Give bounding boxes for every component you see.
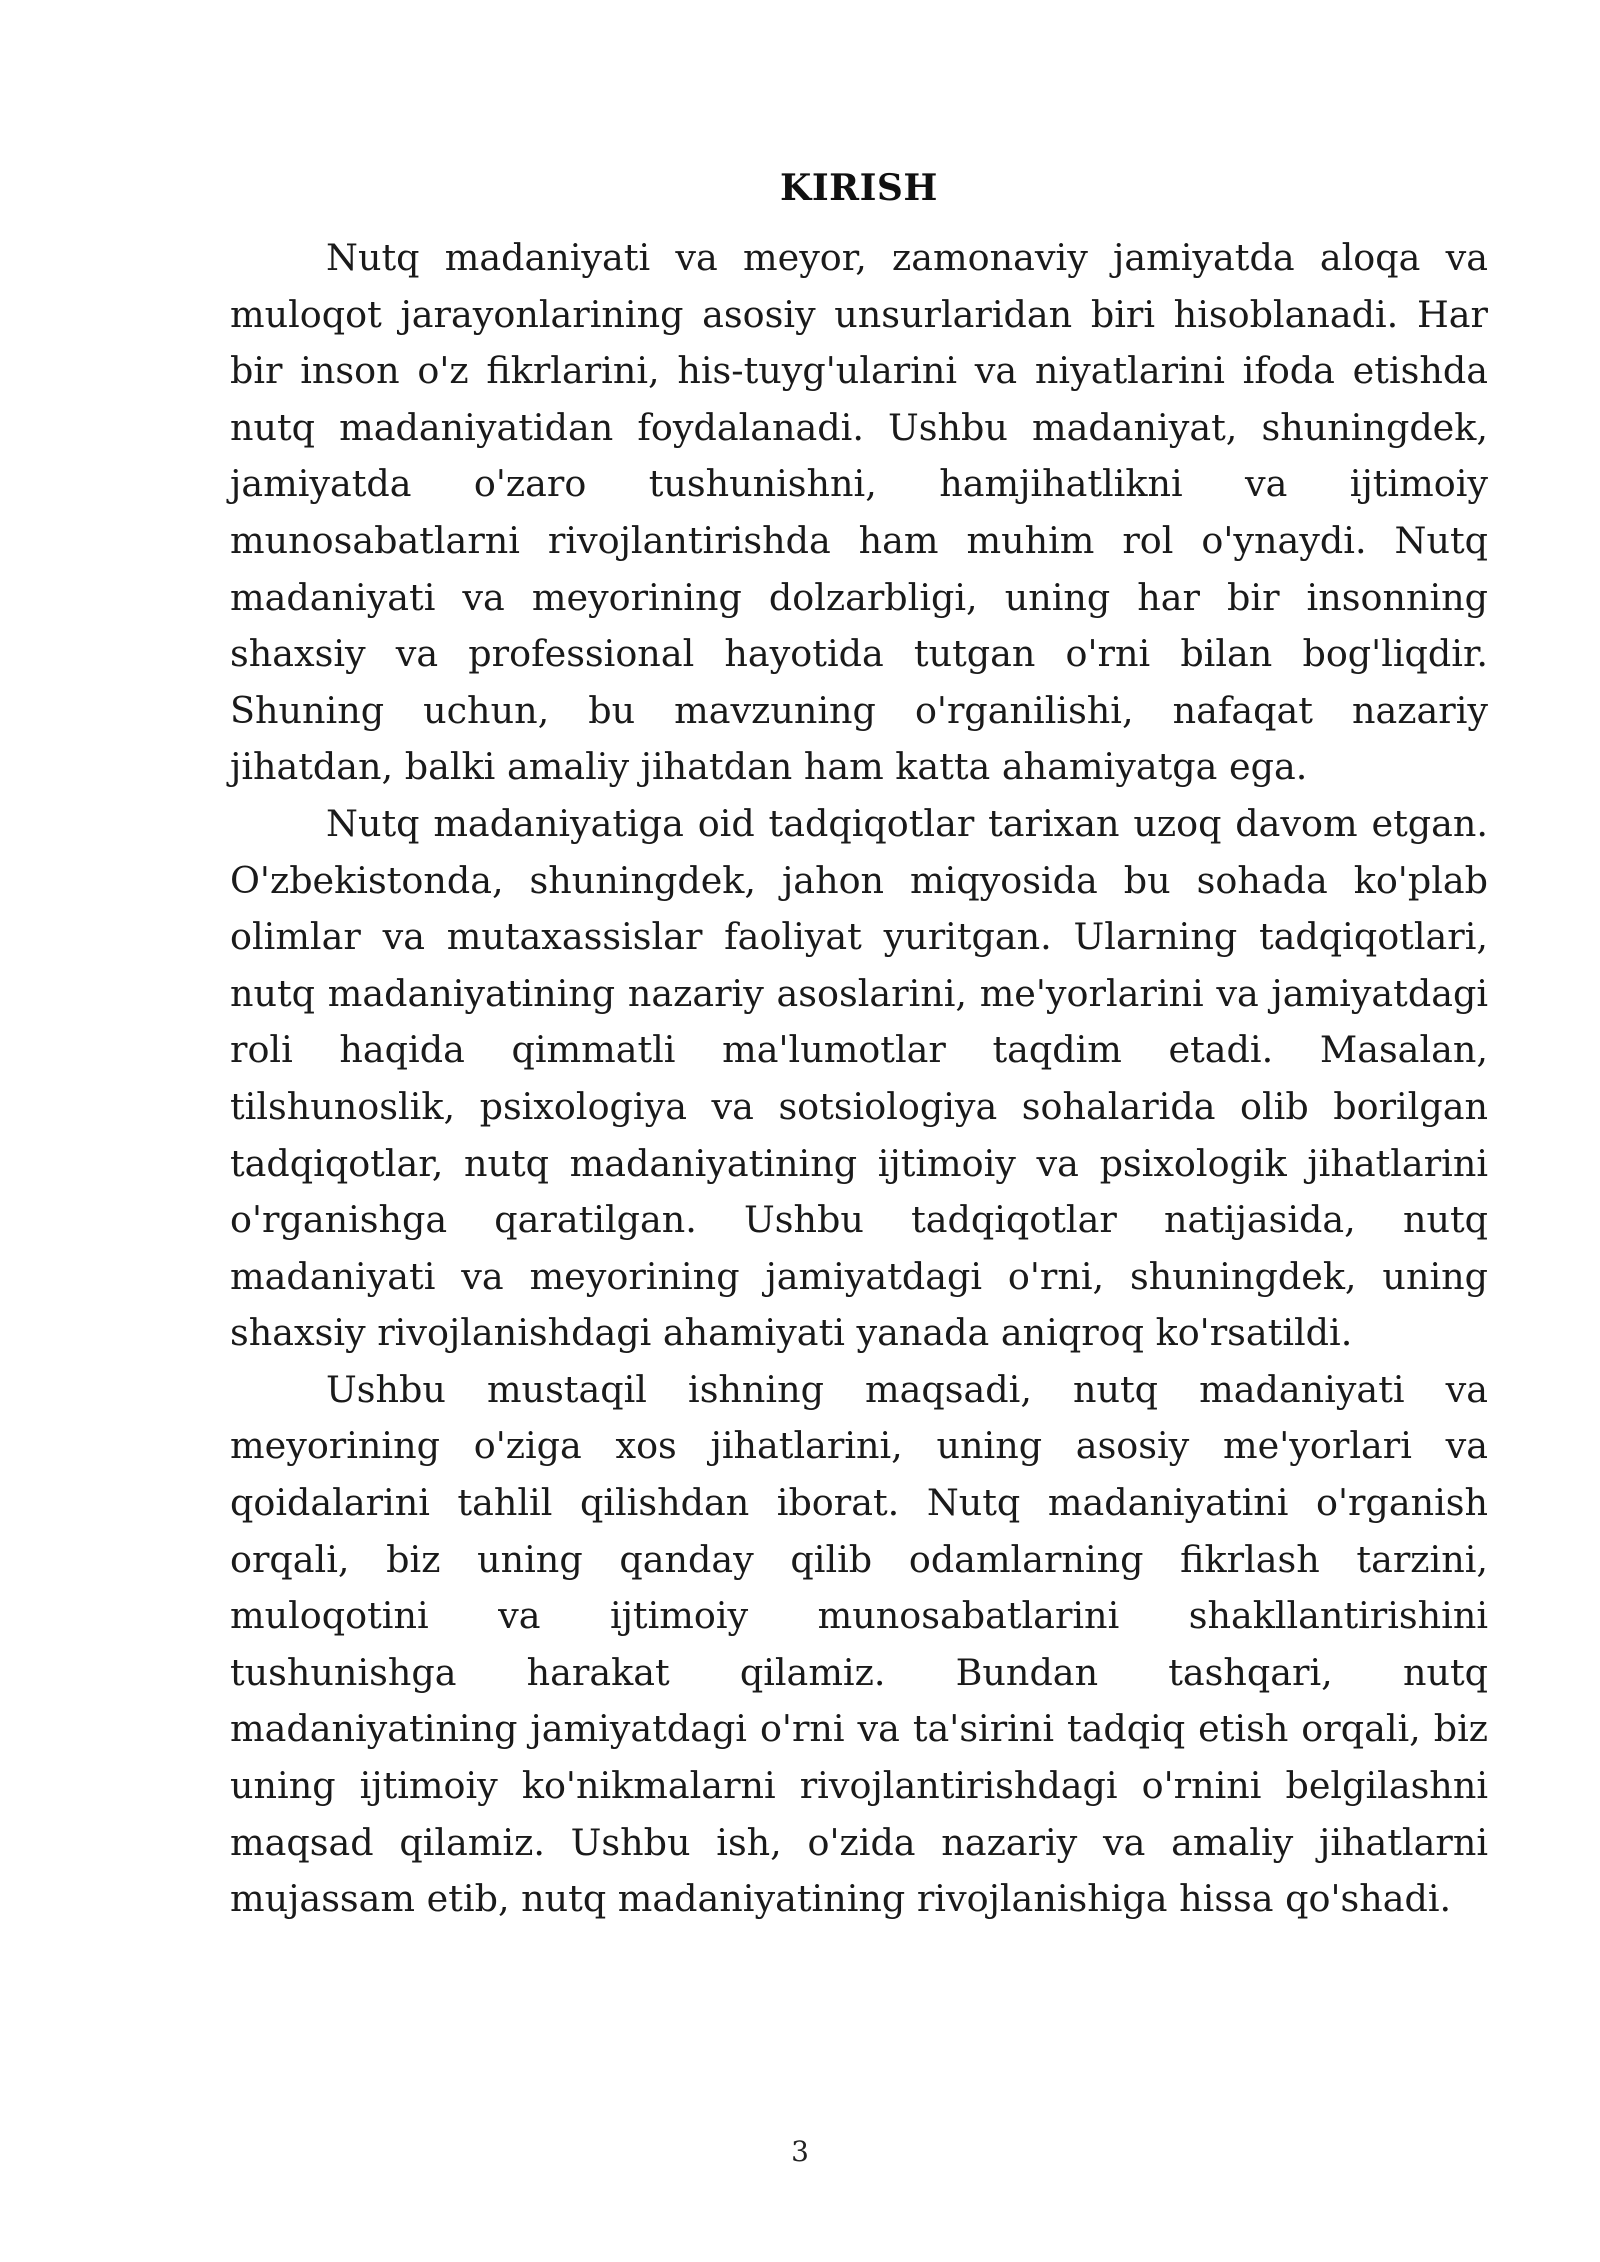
paragraph-1: Nutq madaniyati va meyor, zamonaviy jamiyatda aloqa va muloqot jarayonlarining asosiy unsurlaridan biri hisoblanadi. Har bir inson o'z fikrlarini, his-tuyg'ularini va niyatlarini ifoda etishda nutq madaniyatidan foydalanadi. Ushbu madaniyat, shuningdek, jamiyatda o'zaro tushunishni, hamjihatlikni va ijtimoiy munosabatlarni rivojlantirishda ham muhim rol o'ynaydi. Nutq madaniyati va meyorining dolzarbligi, uning har bir insonning shaxsiy va professional hayotida tutgan o'rni bilan bog'liqdir. Shuning uchun, bu mavzuning o'rganilishi, nafaqat nazariy jihatdan, balki amaliy jihatdan ham katta ahamiyatga ega.	[230, 236, 1488, 789]
paragraph-2: Nutq madaniyatiga oid tadqiqotlar tarixan uzoq davom etgan. O'zbekistonda, shuningdek, jahon miqyosida bu sohada ko'plab olimlar va mutaxassislar faoliyat yuritgan. Ularning tadqiqotlari, nutq madaniyatining nazariy asoslarini, me'yorlarini va jamiyatdagi roli haqida qimmatli ma'lumotlar taqdim etadi. Masalan, tilshunoslik, psixologiya va sotsiologiya sohalarida olib borilgan tadqiqotlar, nutq madaniyatining ijtimoiy va psixologik jihatlarini o'rganishga qaratilgan. Ushbu tadqiqotlar natijasida, nutq madaniyati va meyorining jamiyatdagi o'rni, shuningdek, uning shaxsiy rivojlanishdagi ahamiyati yanada aniqroq ko'rsatildi.	[230, 801, 1488, 1355]
page-number: 3	[791, 2135, 809, 2168]
paragraph-3: Ushbu mustaqil ishning maqsadi, nutq madaniyati va meyorining o'ziga xos jihatlarini, uning asosiy me'yorlari va qoidalarini tahlil qilishdan iborat. Nutq madaniyatini o'rganish orqali, biz uning qanday qilib odamlarning fikrlash tarzini, muloqotini va ijtimoiy munosabatlarini shakllantirishini tushunishga harakat qilamiz. Bundan tashqari, nutq madaniyatining jamiyatdagi o'rni va ta'sirini tadqiq etish orqali, biz uning ijtimoiy ko'nikmalarni rivojlantirishdagi o'rnini belgilashni maqsad qilamiz. Ushbu ish, o'zida nazariy va amaliy jihatlarni mujassam etib, nutq madaniyatining rivojlanishiga hissa qo'shadi.	[230, 1367, 1488, 1921]
page-content	[230, 160, 1488, 1928]
section-title: KIRISH	[780, 167, 938, 209]
